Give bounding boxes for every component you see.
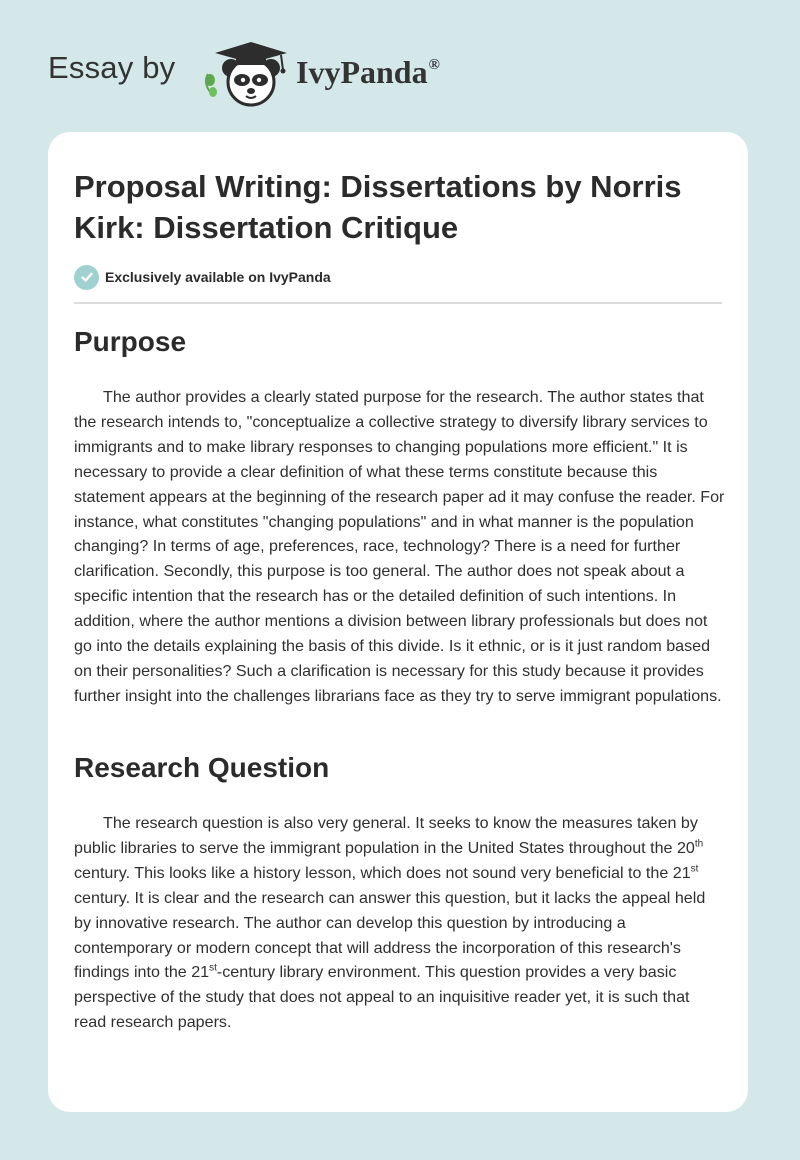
ivypanda-logo-icon[interactable] xyxy=(200,36,300,108)
site-header xyxy=(48,36,608,108)
registered-mark: ® xyxy=(428,57,440,73)
section-heading-purpose: Purpose xyxy=(74,326,187,357)
section-paragraph-research-question: The research question is also very general. It seeks to know the measures taken by public libraries to serve the immigrant population in the United States throughout the 20th century. This looks like a history lesson, which does not sound very beneficial to the 21st century. It is clear and the research can answer this question, but it lacks the appeal held by innovative research. The author can develop this question by introducing a contemporary or modern concept that will address the incorporation of this research's findings into the 21st-century library environment. This question provides a very basic perspective of the study that does not appeal to an inquisitive reader yet, it is such that read research papers. xyxy=(74,814,706,1032)
check-icon xyxy=(74,265,99,290)
title-divider xyxy=(74,302,722,304)
exclusive-badge-label: Exclusively available on IvyPanda xyxy=(105,269,331,285)
section-heading-research-question: Research Question xyxy=(74,752,330,783)
page-title: Proposal Writing: Dissertations by Norris Kirk: Dissertation Critique xyxy=(74,169,682,245)
brand-name[interactable]: IvyPanda® xyxy=(296,54,440,90)
section-paragraph-purpose: The author provides a clearly stated purpose for the research. The author states that the research intends to, "conceptualize a collective strategy to diversify library services to immigrants and to make library responses to changing populations more efficient." It is necessary to provide a clear definition of what these terms constitute because this statement appears at the beginning of the research paper ad it may confuse the reader. For instance, what constitutes "changing populations" and in what manner is the population changing? In terms of age, preferences, race, technology? There is a need for further clarification. Secondly, this purpose is too general. The author does not speak about a specific intention that the research has or the detailed definition of such intentions. In addition, where the author mentions a division between library professionals but does not go into the details explaining the basis of this divide. Is it ethnic, or is it just random based on their personalities? Such a clarification is necessary for this study because it provides further insight into the challenges librarians face as they try to serve immigrant populations. xyxy=(74,388,725,705)
essay-card xyxy=(48,132,748,1112)
essay-by-label: Essay by xyxy=(48,50,176,85)
exclusive-badge xyxy=(74,264,331,290)
